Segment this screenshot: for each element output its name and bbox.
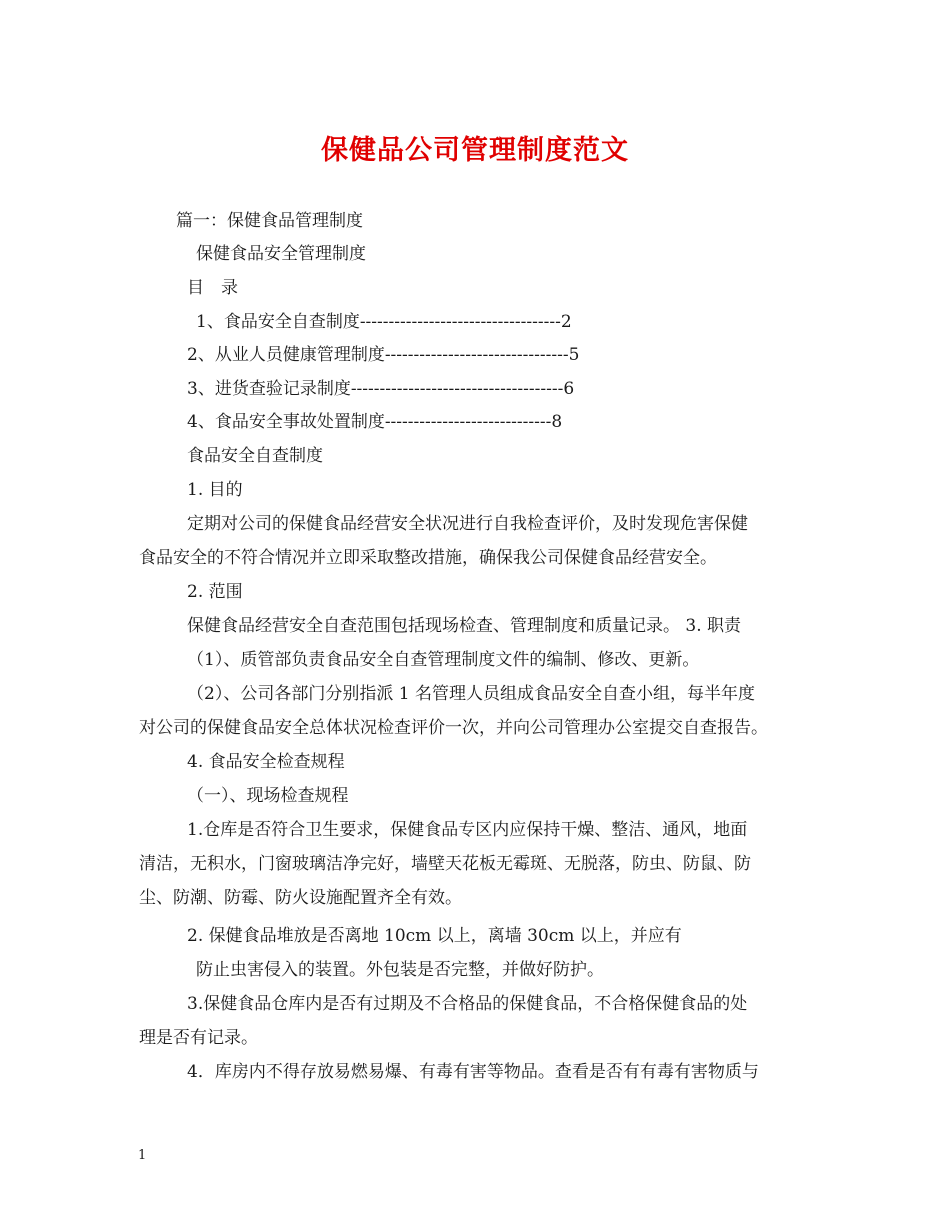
text-line: 篇一：保健食品管理制度 xyxy=(176,211,363,231)
text-line: 理是否有记录。 xyxy=(139,1028,258,1048)
text-line: 定期对公司的保健食品经营安全状况进行自我检查评价，及时发现危害保健 xyxy=(187,514,748,534)
text-line: 食品安全的不符合情况并立即采取整改措施，确保我公司保健食品经营安全。 xyxy=(139,548,717,568)
text-line: 对公司的保健食品安全总体状况检查评价一次，并向公司管理办公室提交自查报告。 xyxy=(139,718,768,738)
page-number: 1 xyxy=(138,1148,147,1163)
toc-item: 3、进货查验记录制度-------------------------------------6 xyxy=(187,379,575,399)
text-line: 尘、防潮、防霉、防火设施配置齐全有效。 xyxy=(139,888,462,908)
document-title: 保健品公司管理制度范文 xyxy=(321,135,629,166)
text-line: 2. 范围 xyxy=(187,582,243,602)
toc-item: 4、食品安全事故处置制度-----------------------------8 xyxy=(187,412,563,432)
text-line: 3.保健食品仓库内是否有过期及不合格品的保健食品，不合格保健食品的处 xyxy=(187,994,748,1014)
text-line: 清洁，无积水，门窗玻璃洁净完好，墙壁天花板无霉斑、无脱落，防虫、防鼠、防 xyxy=(139,854,751,874)
text-line: 1. 目的 xyxy=(187,480,243,500)
text-line: 1.仓库是否符合卫生要求，保健食品专区内应保持干燥、整洁、通风，地面 xyxy=(187,820,748,840)
text-line: 4. 食品安全检查规程 xyxy=(187,752,345,772)
text-line: 2. 保健食品堆放是否离地 10cm 以上，离墙 30cm 以上，并应有 xyxy=(187,926,682,946)
toc-heading: 目 录 xyxy=(187,278,238,298)
text-line: （2）、公司各部门分别指派 1 名管理人员组成食品安全自查小组，每半年度 xyxy=(187,684,755,704)
section-heading: 食品安全自查制度 xyxy=(187,446,323,466)
text-line: （1）、质管部负责食品安全自查管理制度文件的编制、修改、更新。 xyxy=(187,650,700,670)
toc-item: 1、食品安全自查制度-----------------------------------2 xyxy=(196,312,572,332)
text-line: 保健食品安全管理制度 xyxy=(196,244,366,264)
toc-item: 2、从业人员健康管理制度--------------------------------5 xyxy=(187,345,580,365)
text-line: （一）、现场检查规程 xyxy=(187,786,349,806)
text-line: 4．库房内不得存放易燃易爆、有毒有害等物品。查看是否有有毒有害物质与 xyxy=(187,1062,759,1082)
text-line: 保健食品经营安全自查范围包括现场检查、管理制度和质量记录。 3. 职责 xyxy=(187,616,742,636)
text-line: 防止虫害侵入的装置。外包装是否完整，并做好防护。 xyxy=(196,960,604,980)
